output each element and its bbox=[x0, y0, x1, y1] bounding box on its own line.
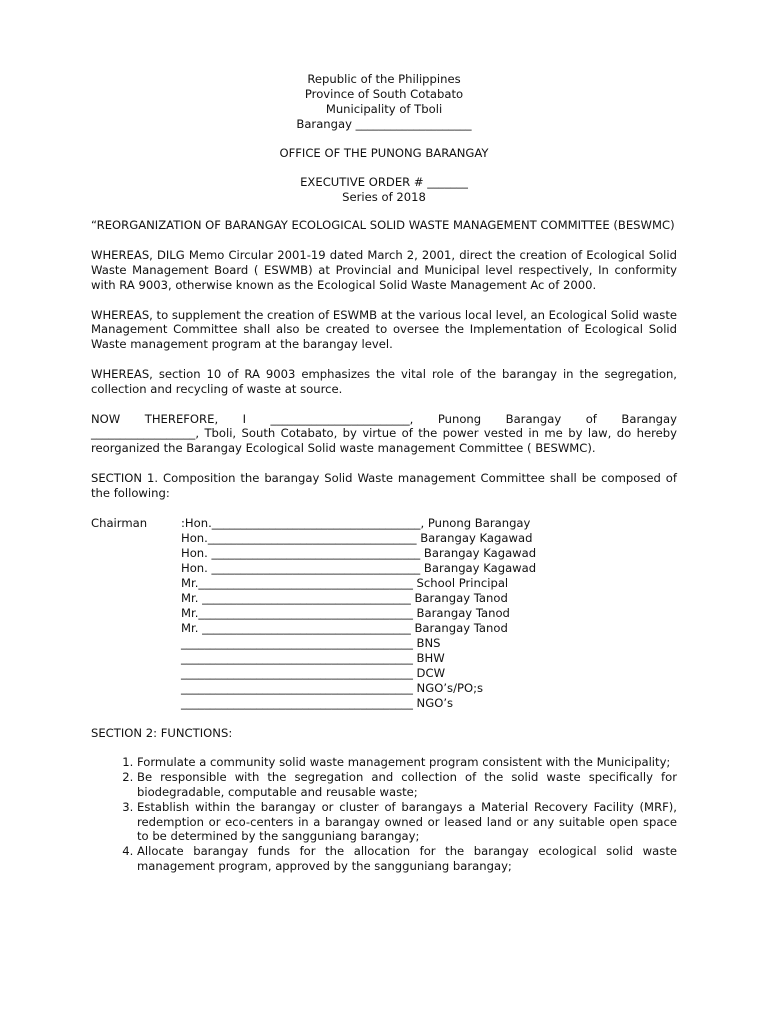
committee-row bbox=[91, 591, 591, 606]
member-role: Barangay Kagawad bbox=[420, 560, 537, 575]
member-title-prefix: Mr. bbox=[181, 620, 199, 635]
member-title-prefix: Hon. bbox=[181, 545, 208, 560]
committee-row bbox=[91, 606, 591, 621]
member-role: School Principal bbox=[412, 575, 509, 590]
committee-row bbox=[91, 576, 591, 591]
member-role: Barangay Tanod bbox=[412, 605, 510, 620]
committee-row bbox=[91, 546, 591, 561]
committee-position-label bbox=[91, 621, 181, 636]
function-item: 3. Establish within the barangay or cluster of barangays a Material Recovery Facility (MRF), redemption or eco-centers in a barangay owned or leased land or any suitable open space to be determined by the sangguniang barangay; bbox=[137, 800, 677, 844]
member-name-blank: ________________________________________ bbox=[181, 695, 413, 710]
committee-composition bbox=[91, 516, 591, 711]
committee-row bbox=[91, 516, 591, 531]
member-name-blank: ____________________________________ bbox=[211, 515, 421, 530]
letterhead bbox=[91, 72, 677, 132]
committee-position-label bbox=[91, 636, 181, 651]
now-therefore-rest: __________________, Tboli, South Cotabato, by virtue of the power vested in me by law, do hereby reorganized the Barangay Ecological Solid waste management Committee ( BESWMC). bbox=[91, 426, 677, 456]
committee-position-label bbox=[91, 531, 181, 546]
committee-row bbox=[91, 681, 591, 696]
function-item: 4. Allocate barangay funds for the allocation for the barangay ecological solid waste management program, approved by the sangguniang barangay; bbox=[137, 844, 677, 874]
function-item: 2. Be responsible with the segregation and collection of the solid waste specifically for biodegradable, computable and reusable waste; bbox=[137, 770, 677, 800]
member-role: Barangay Kagawad bbox=[420, 545, 537, 560]
member-name-blank: ____________________________________ bbox=[198, 620, 411, 635]
committee-member-entry bbox=[181, 561, 591, 576]
whereas-clause-3: WHEREAS, section 10 of RA 9003 emphasizes the vital role of the barangay in the segregation, collection and recycling of waste at source. bbox=[91, 366, 677, 396]
member-title-prefix: Mr. bbox=[181, 575, 199, 590]
committee-member-entry bbox=[181, 606, 591, 621]
whereas-clause-2: WHEREAS, to supplement the creation of ESWMB at the various local level, an Ecological Solid waste Management Committee shall also be created to oversee the Implementation of Ecological Solid Waste management program at the barangay level. bbox=[91, 307, 677, 352]
committee-member-entry bbox=[181, 681, 591, 696]
member-role: Barangay Tanod bbox=[410, 590, 508, 605]
committee-row bbox=[91, 531, 591, 546]
committee-member-entry bbox=[181, 651, 591, 666]
committee-position-label bbox=[91, 546, 181, 561]
committee-position-label bbox=[91, 561, 181, 576]
document-page bbox=[91, 72, 677, 874]
committee-member-entry bbox=[181, 576, 591, 591]
member-title-prefix: :Hon. bbox=[181, 515, 212, 530]
member-name-blank: _____________________________________ bbox=[198, 605, 413, 620]
committee-member-entry bbox=[181, 636, 591, 651]
member-role: Barangay Tanod bbox=[410, 620, 508, 635]
member-name-blank: _____________________________________ bbox=[198, 575, 413, 590]
member-role: Barangay Kagawad bbox=[416, 530, 533, 545]
member-name-blank: ________________________________________ bbox=[181, 635, 413, 650]
committee-position-label: Chairman bbox=[91, 515, 148, 530]
committee-position-label bbox=[91, 696, 181, 711]
committee-row bbox=[91, 636, 591, 651]
province-line: Province of South Cotabato bbox=[304, 87, 464, 101]
committee-position-label bbox=[91, 576, 181, 591]
member-name-blank: ________________________________________ bbox=[181, 650, 413, 665]
member-role: NGO’s/PO;s bbox=[412, 680, 484, 695]
committee-position-label bbox=[91, 606, 181, 621]
committee-member-entry bbox=[181, 516, 591, 531]
member-title-prefix: Mr. bbox=[181, 590, 199, 605]
committee-member-entry bbox=[181, 531, 591, 546]
office-title: OFFICE OF THE PUNONG BARANGAY bbox=[279, 146, 489, 160]
now-therefore-clause bbox=[91, 412, 677, 456]
member-role: NGO’s bbox=[412, 695, 454, 710]
member-name-blank: ____________________________________ bbox=[198, 590, 411, 605]
now-therefore-line-1: NOW THEREFORE, I ________________________, Punong Barangay of Barangay bbox=[91, 411, 677, 426]
member-title-prefix: Hon. bbox=[181, 530, 208, 545]
committee-member-entry bbox=[181, 666, 591, 681]
member-name-blank: ____________________________________ bbox=[207, 545, 421, 560]
executive-order-series: Series of 2018 bbox=[342, 189, 426, 204]
member-role: BNS bbox=[412, 635, 441, 650]
member-role: BHW bbox=[412, 650, 445, 665]
committee-member-entry bbox=[181, 621, 591, 636]
committee-position-label bbox=[91, 651, 181, 666]
member-name-blank: ________________________________________ bbox=[181, 665, 413, 680]
member-role: , Punong Barangay bbox=[420, 515, 531, 530]
member-name-blank: ____________________________________ bbox=[207, 530, 417, 545]
barangay-line: Barangay ____________________ bbox=[296, 117, 472, 131]
whereas-clause-1: WHEREAS, DILG Memo Circular 2001-19 dated March 2, 2001, direct the creation of Ecological Solid Waste Management Board ( ESWMB) at Provincial and Municipal level respectively, In conformity with RA 9003, otherwise known as the Ecological Solid Waste Management Ac of 2000. bbox=[91, 248, 677, 292]
committee-member-entry bbox=[181, 591, 591, 606]
committee-position-label bbox=[91, 591, 181, 606]
member-title-prefix: Mr. bbox=[181, 605, 199, 620]
section-2-heading: SECTION 2: FUNCTIONS: bbox=[91, 725, 233, 740]
executive-order-number: EXECUTIVE ORDER # _______ bbox=[300, 174, 468, 189]
committee-member-entry bbox=[181, 696, 591, 711]
order-title: “REORGANIZATION OF BARANGAY ECOLOGICAL SOLID WASTE MANAGEMENT COMMITTEE (BESWMC) bbox=[91, 218, 675, 233]
member-role: DCW bbox=[412, 665, 446, 680]
municipality-line: Municipality of Tboli bbox=[325, 102, 443, 116]
committee-member-entry bbox=[181, 546, 591, 561]
committee-row bbox=[91, 666, 591, 681]
member-name-blank: ____________________________________ bbox=[207, 560, 421, 575]
member-title-prefix: Hon. bbox=[181, 560, 208, 575]
committee-row bbox=[91, 651, 591, 666]
committee-position-label bbox=[91, 666, 181, 681]
committee-row bbox=[91, 696, 591, 711]
functions-list bbox=[91, 755, 677, 873]
section-1-text: SECTION 1. Composition the barangay Solid Waste management Committee shall be composed of the following: bbox=[91, 470, 677, 500]
committee-row bbox=[91, 621, 591, 636]
function-item: 1. Formulate a community solid waste management program consistent with the Municipality; bbox=[137, 755, 677, 770]
republic-line: Republic of the Philippines bbox=[307, 72, 461, 86]
member-name-blank: ________________________________________ bbox=[181, 680, 413, 695]
committee-row bbox=[91, 561, 591, 576]
committee-position-label bbox=[91, 681, 181, 696]
